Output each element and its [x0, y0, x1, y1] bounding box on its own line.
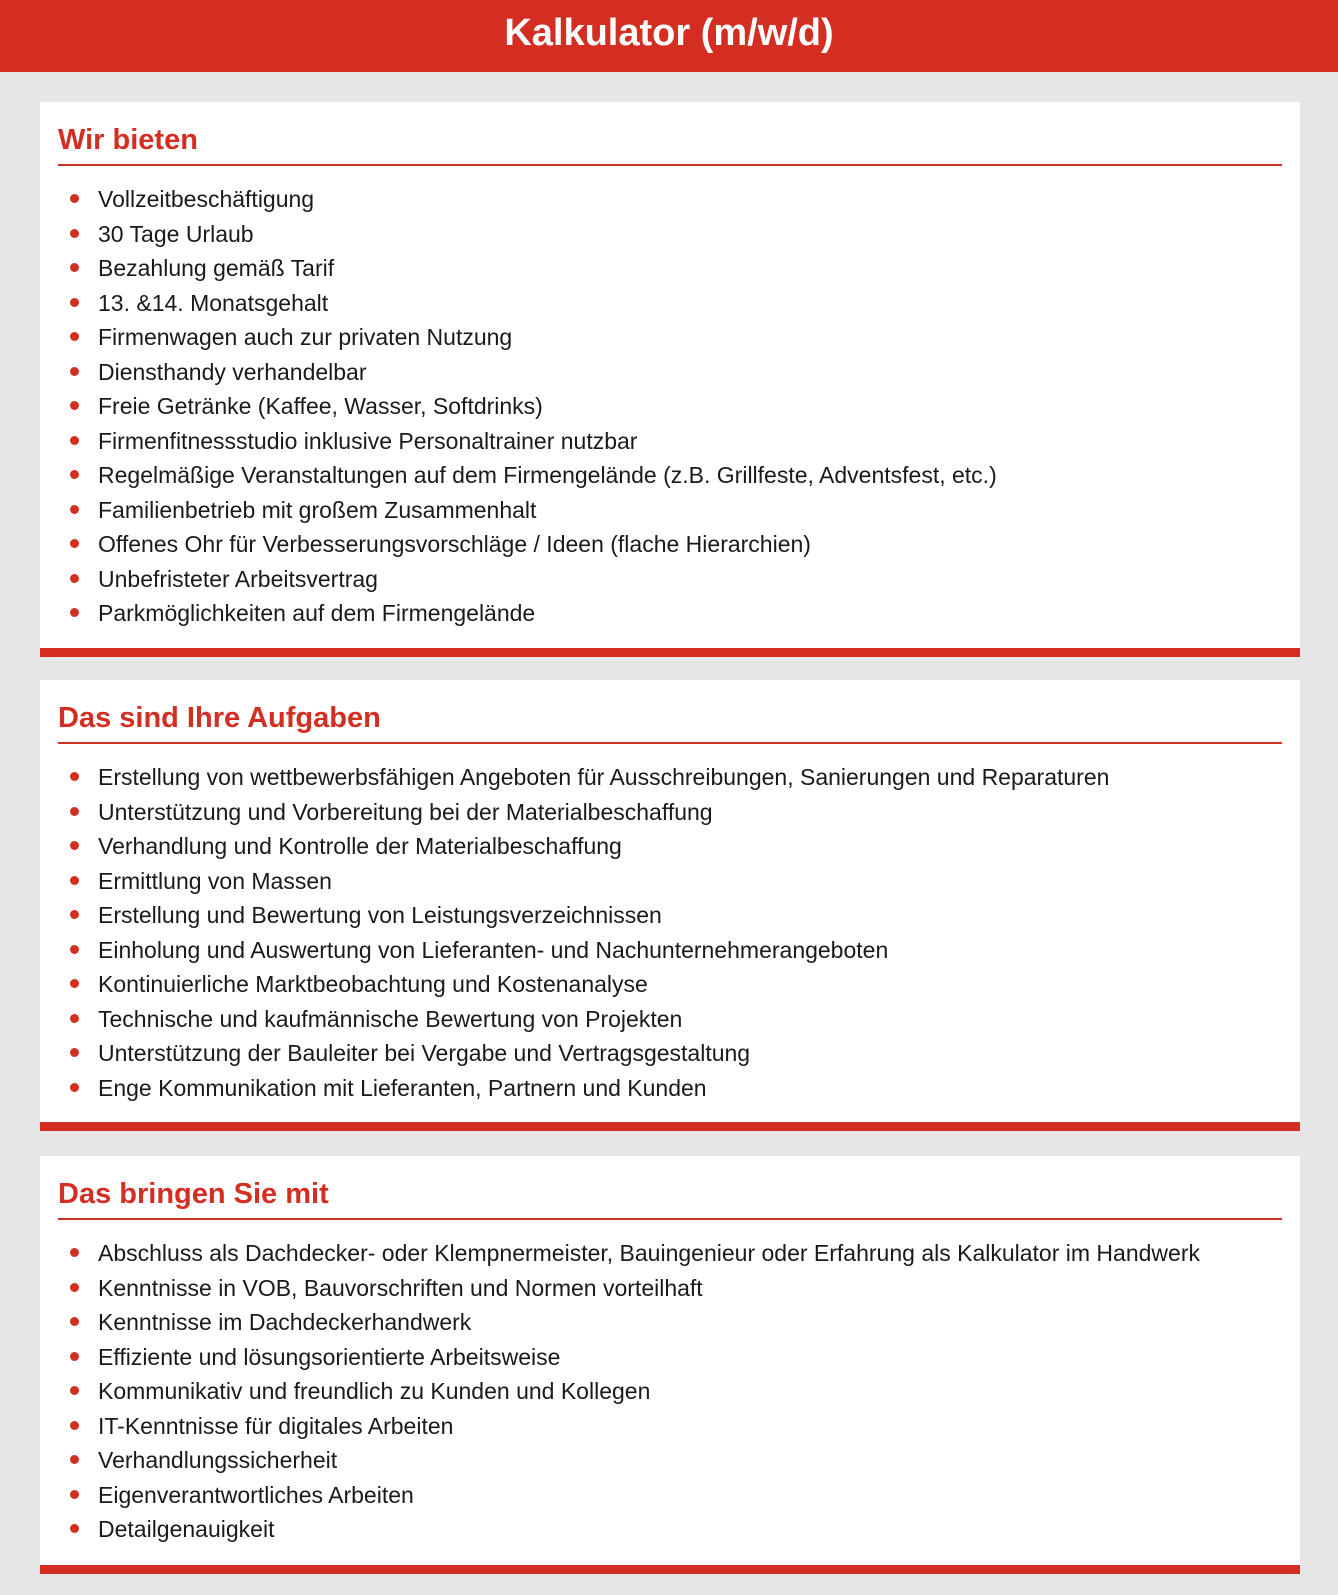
- list-item: [40, 967, 1300, 1002]
- bullet-icon: [70, 979, 79, 988]
- list-item-text: Einholung und Auswertung von Lieferanten- und Nachunternehmerangeboten: [98, 936, 889, 963]
- list-item-text: Verhandlung und Kontrolle der Materialbeschaffung: [98, 833, 622, 859]
- tasks-list: [40, 744, 1300, 1105]
- list-item: [40, 424, 1300, 459]
- list-item-text: Unterstützung und Vorbereitung bei der Materialbeschaffung: [98, 798, 713, 825]
- section-aufgaben: [40, 680, 1300, 1131]
- bullet-icon: [70, 1352, 79, 1361]
- benefits-list: [40, 166, 1300, 631]
- bullet-icon: [70, 194, 79, 203]
- list-item: [40, 1478, 1300, 1513]
- list-item-text: 13. &14. Monatsgehalt: [98, 289, 329, 316]
- bullet-icon: [70, 1455, 79, 1464]
- list-item: [40, 286, 1300, 321]
- bullet-icon: [70, 1490, 79, 1499]
- bullet-icon: [70, 910, 79, 919]
- list-item: [40, 389, 1300, 424]
- bullet-icon: [70, 332, 79, 341]
- list-item: [40, 251, 1300, 286]
- list-item: [40, 1071, 1300, 1106]
- list-item: [40, 1305, 1300, 1340]
- list-item: [40, 596, 1300, 631]
- list-item-text: Vollzeitbeschäftigung: [98, 186, 315, 212]
- list-item: [40, 1036, 1300, 1071]
- section-title: Wir bieten: [58, 102, 1282, 166]
- list-item-text: Firmenwagen auch zur privaten Nutzung: [98, 324, 513, 350]
- list-item-text: Unterstützung der Bauleiter bei Vergabe und Vertragsgestaltung: [98, 1040, 751, 1066]
- list-item: [40, 1236, 1300, 1271]
- requirements-list: [40, 1220, 1300, 1547]
- list-item-text: Ermittlung von Massen: [98, 867, 332, 894]
- bullet-icon: [70, 772, 79, 781]
- bullet-icon: [70, 436, 79, 445]
- list-item: [40, 795, 1300, 830]
- bullet-icon: [70, 841, 79, 850]
- list-item: [40, 355, 1300, 390]
- bullet-icon: [70, 1083, 79, 1092]
- list-item: [40, 562, 1300, 597]
- bullet-icon: [70, 298, 79, 307]
- list-item-text: Freie Getränke (Kaffee, Wasser, Softdrinks): [98, 393, 543, 419]
- bullet-icon: [70, 1248, 79, 1257]
- list-item: [40, 493, 1300, 528]
- list-item: [40, 1512, 1300, 1547]
- page-title: Kalkulator (m/w/d): [504, 12, 834, 54]
- bullet-icon: [70, 945, 79, 954]
- list-item-text: Regelmäßige Veranstaltungen auf dem Firmengelände (z.B. Grillfeste, Adventsfest, etc.): [98, 462, 997, 488]
- list-item-text: Enge Kommunikation mit Lieferanten, Partnern und Kunden: [98, 1074, 707, 1101]
- bullet-icon: [70, 539, 79, 548]
- list-item: [40, 217, 1300, 252]
- bullet-icon: [70, 470, 79, 479]
- list-item-text: Eigenverantwortliches Arbeiten: [98, 1481, 414, 1508]
- bullet-icon: [70, 1317, 79, 1326]
- bullet-icon: [70, 367, 79, 376]
- list-item: [40, 1443, 1300, 1478]
- list-item-text: Familienbetrieb mit großem Zusammenhalt: [98, 496, 537, 523]
- list-item: [40, 320, 1300, 355]
- list-item-text: Diensthandy verhandelbar: [98, 358, 367, 385]
- list-item: [40, 1409, 1300, 1444]
- list-item-text: 30 Tage Urlaub: [98, 220, 254, 247]
- list-item-text: Offenes Ohr für Verbesserungsvorschläge / Ideen (flache Hierarchien): [98, 531, 811, 557]
- list-item: [40, 1002, 1300, 1037]
- list-item-text: Kontinuierliche Marktbeobachtung und Kostenanalyse: [98, 971, 648, 997]
- list-item-text: Bezahlung gemäß Tarif: [98, 255, 335, 281]
- list-item: [40, 182, 1300, 217]
- bullet-icon: [70, 401, 79, 410]
- bullet-icon: [70, 1283, 79, 1292]
- list-item: [40, 1271, 1300, 1306]
- page-header: [0, 0, 1338, 72]
- list-item: [40, 760, 1300, 795]
- list-item-text: Verhandlungssicherheit: [98, 1447, 338, 1473]
- list-item: [40, 1340, 1300, 1375]
- bullet-icon: [70, 876, 79, 885]
- section-anforderungen: [40, 1156, 1300, 1574]
- list-item-text: Firmenfitnessstudio inklusive Personaltrainer nutzbar: [98, 427, 638, 454]
- list-item-text: Unbefristeter Arbeitsvertrag: [98, 565, 378, 592]
- list-item-text: Parkmöglichkeiten auf dem Firmengelände: [98, 600, 536, 626]
- list-item: [40, 864, 1300, 899]
- bullet-icon: [70, 1048, 79, 1057]
- bullet-icon: [70, 229, 79, 238]
- bullet-icon: [70, 574, 79, 583]
- bullet-icon: [70, 608, 79, 617]
- section-title: Das bringen Sie mit: [58, 1156, 1282, 1220]
- list-item: [40, 1374, 1300, 1409]
- list-item: [40, 898, 1300, 933]
- bullet-icon: [70, 505, 79, 514]
- list-item: [40, 458, 1300, 493]
- list-item: [40, 527, 1300, 562]
- list-item-text: Kenntnisse im Dachdeckerhandwerk: [98, 1309, 472, 1335]
- list-item-text: Erstellung von wettbewerbsfähigen Angeboten für Ausschreibungen, Sanierungen und Reparaturen: [98, 764, 1110, 790]
- list-item-text: Abschluss als Dachdecker- oder Klempnermeister, Bauingenieur oder Erfahrung als Kalkulator im Handwerk: [98, 1240, 1200, 1266]
- list-item-text: Erstellung und Bewertung von Leistungsverzeichnissen: [98, 902, 662, 928]
- list-item-text: Effiziente und lösungsorientierte Arbeitsweise: [98, 1343, 561, 1370]
- bullet-icon: [70, 1421, 79, 1430]
- section-title: Das sind Ihre Aufgaben: [58, 680, 1282, 744]
- list-item: [40, 829, 1300, 864]
- list-item: [40, 933, 1300, 968]
- list-item-text: Detailgenauigkeit: [98, 1516, 275, 1542]
- list-item-text: Kommunikativ und freundlich zu Kunden und Kollegen: [98, 1378, 651, 1404]
- bullet-icon: [70, 1386, 79, 1395]
- bullet-icon: [70, 807, 79, 816]
- list-item-text: Technische und kaufmännische Bewertung von Projekten: [98, 1005, 683, 1032]
- section-wir-bieten: [40, 102, 1300, 657]
- bullet-icon: [70, 1524, 79, 1533]
- list-item-text: Kenntnisse in VOB, Bauvorschriften und Normen vorteilhaft: [98, 1274, 703, 1301]
- list-item-text: IT-Kenntnisse für digitales Arbeiten: [98, 1412, 454, 1439]
- bullet-icon: [70, 263, 79, 272]
- bullet-icon: [70, 1014, 79, 1023]
